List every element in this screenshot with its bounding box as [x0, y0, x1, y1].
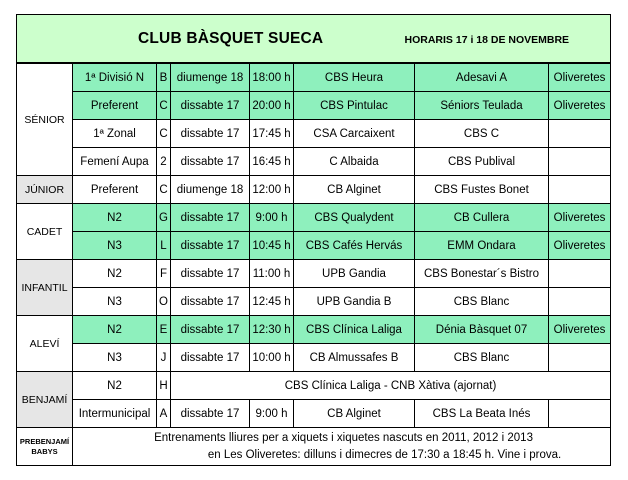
training-info — [73, 428, 611, 466]
schedule-dates: HORARIS 17 i 18 DE NOVEMBRE — [404, 33, 570, 46]
away-team-cell: CBS Bonestar´s Bistro — [415, 260, 549, 288]
away-team-cell: CBS La Beata Inés — [415, 400, 549, 428]
table-row — [17, 92, 611, 120]
venue-cell: Oliveretes — [549, 63, 611, 92]
away-team-cell: CBS Blanc — [415, 344, 549, 372]
division-cell: Preferent — [73, 176, 157, 204]
group-cell: F — [157, 260, 171, 288]
day-cell: dissabte 17 — [171, 92, 250, 120]
table-row — [17, 232, 611, 260]
time-cell: 12:00 h — [250, 176, 294, 204]
group-cell: A — [157, 400, 171, 428]
table-row — [17, 400, 611, 428]
day-cell: dissabte 17 — [171, 148, 250, 176]
category-label-alevi: ALEVÍ — [17, 316, 73, 372]
table-row — [17, 344, 611, 372]
away-team-cell: Séniors Teulada — [415, 92, 549, 120]
home-team-cell: CBS Cafés Hervás — [294, 232, 415, 260]
venue-cell — [549, 344, 611, 372]
table-row — [17, 372, 611, 400]
home-team-cell: CB Almussafes B — [294, 344, 415, 372]
venue-cell: Oliveretes — [549, 316, 611, 344]
time-cell: 20:00 h — [250, 92, 294, 120]
day-cell: dissabte 17 — [171, 288, 250, 316]
category-label-benjami: BENJAMÍ — [17, 372, 73, 428]
venue-cell — [549, 148, 611, 176]
home-team-cell: CSA Carcaixent — [294, 120, 415, 148]
division-cell: N3 — [73, 232, 157, 260]
division-cell: N2 — [73, 260, 157, 288]
time-cell: 9:00 h — [250, 400, 294, 428]
division-cell: N3 — [73, 344, 157, 372]
home-team-cell: UPB Gandia B — [294, 288, 415, 316]
postponed-note: CBS Clínica Laliga - CNB Xàtiva (ajornat) — [171, 372, 611, 400]
home-team-cell: CBS Clínica Laliga — [294, 316, 415, 344]
category-label-prebenjami — [17, 428, 73, 466]
training-info-line1: Entrenaments lliures per a xiquets i xiquetes nascuts en 2011, 2012 i 2013 — [154, 431, 533, 444]
away-team-cell: EMM Ondara — [415, 232, 549, 260]
day-cell: dissabte 17 — [171, 120, 250, 148]
schedule-table — [16, 14, 611, 466]
venue-cell — [549, 176, 611, 204]
home-team-cell: CB Alginet — [294, 400, 415, 428]
time-cell: 10:45 h — [250, 232, 294, 260]
venue-cell: Oliveretes — [549, 232, 611, 260]
prebenjami-label-line2: BABYS — [31, 446, 58, 456]
time-cell: 18:00 h — [250, 63, 294, 92]
day-cell: dissabte 17 — [171, 400, 250, 428]
away-team-cell: CBS Blanc — [415, 288, 549, 316]
group-cell: G — [157, 204, 171, 232]
time-cell: 11:00 h — [250, 260, 294, 288]
group-cell: C — [157, 92, 171, 120]
home-team-cell: CBS Pintulac — [294, 92, 415, 120]
table-row — [17, 176, 611, 204]
venue-cell — [549, 260, 611, 288]
category-label-junior: JÚNIOR — [17, 176, 73, 204]
time-cell: 10:00 h — [250, 344, 294, 372]
prebenjami-label-line1: PREBENJAMÍ — [19, 437, 70, 447]
division-cell: Preferent — [73, 92, 157, 120]
day-cell: dissabte 17 — [171, 344, 250, 372]
day-cell: dissabte 17 — [171, 260, 250, 288]
day-cell: diumenge 18 — [171, 63, 250, 92]
group-cell: L — [157, 232, 171, 260]
venue-cell — [549, 120, 611, 148]
division-cell: N2 — [73, 204, 157, 232]
category-label-infantil: INFANTIL — [17, 260, 73, 316]
division-cell: 1ª Zonal — [73, 120, 157, 148]
time-cell: 16:45 h — [250, 148, 294, 176]
away-team-cell: CB Cullera — [415, 204, 549, 232]
away-team-cell: Adesavi A — [415, 63, 549, 92]
time-cell: 12:30 h — [250, 316, 294, 344]
time-cell: 12:45 h — [250, 288, 294, 316]
category-label-cadet: CADET — [17, 204, 73, 260]
day-cell: dissabte 17 — [171, 316, 250, 344]
away-team-cell: CBS C — [415, 120, 549, 148]
table-row — [17, 204, 611, 232]
table-row — [17, 428, 611, 466]
division-cell: N2 — [73, 316, 157, 344]
group-cell: B — [157, 63, 171, 92]
group-cell: J — [157, 344, 171, 372]
away-team-cell: CBS Fustes Bonet — [415, 176, 549, 204]
group-cell: C — [157, 120, 171, 148]
group-cell: H — [157, 372, 171, 400]
venue-cell — [549, 400, 611, 428]
day-cell: dissabte 17 — [171, 204, 250, 232]
table-row — [17, 288, 611, 316]
home-team-cell: CB Alginet — [294, 176, 415, 204]
time-cell: 9:00 h — [250, 204, 294, 232]
table-row — [17, 260, 611, 288]
time-cell: 17:45 h — [250, 120, 294, 148]
venue-cell: Oliveretes — [549, 204, 611, 232]
day-cell: dissabte 17 — [171, 232, 250, 260]
table-row — [17, 120, 611, 148]
training-info-line2: en Les Oliveretes: dilluns i dimecres de 17:30 a 18:45 h. Vine i prova. — [207, 448, 562, 461]
table-row — [17, 63, 611, 92]
table-row — [17, 316, 611, 344]
day-cell: diumenge 18 — [171, 176, 250, 204]
group-cell: 2 — [157, 148, 171, 176]
division-cell: N3 — [73, 288, 157, 316]
group-cell: E — [157, 316, 171, 344]
home-team-cell: CBS Heura — [294, 63, 415, 92]
home-team-cell: C Albaida — [294, 148, 415, 176]
title-row — [17, 15, 611, 64]
group-cell: C — [157, 176, 171, 204]
title-cell — [17, 15, 611, 64]
category-label-senior: SÉNIOR — [17, 63, 73, 176]
away-team-cell: Dénia Bàsquet 07 — [415, 316, 549, 344]
club-title: CLUB BÀSQUET SUECA — [138, 29, 324, 47]
venue-cell — [549, 288, 611, 316]
group-cell: O — [157, 288, 171, 316]
division-cell: 1ª Divisió N — [73, 63, 157, 92]
home-team-cell: UPB Gandia — [294, 260, 415, 288]
home-team-cell: CBS Qualydent — [294, 204, 415, 232]
division-cell: N2 — [73, 372, 157, 400]
venue-cell: Oliveretes — [549, 92, 611, 120]
table-row — [17, 148, 611, 176]
away-team-cell: CBS Publival — [415, 148, 549, 176]
division-cell: Intermunicipal — [73, 400, 157, 428]
division-cell: Femení Aupa — [73, 148, 157, 176]
